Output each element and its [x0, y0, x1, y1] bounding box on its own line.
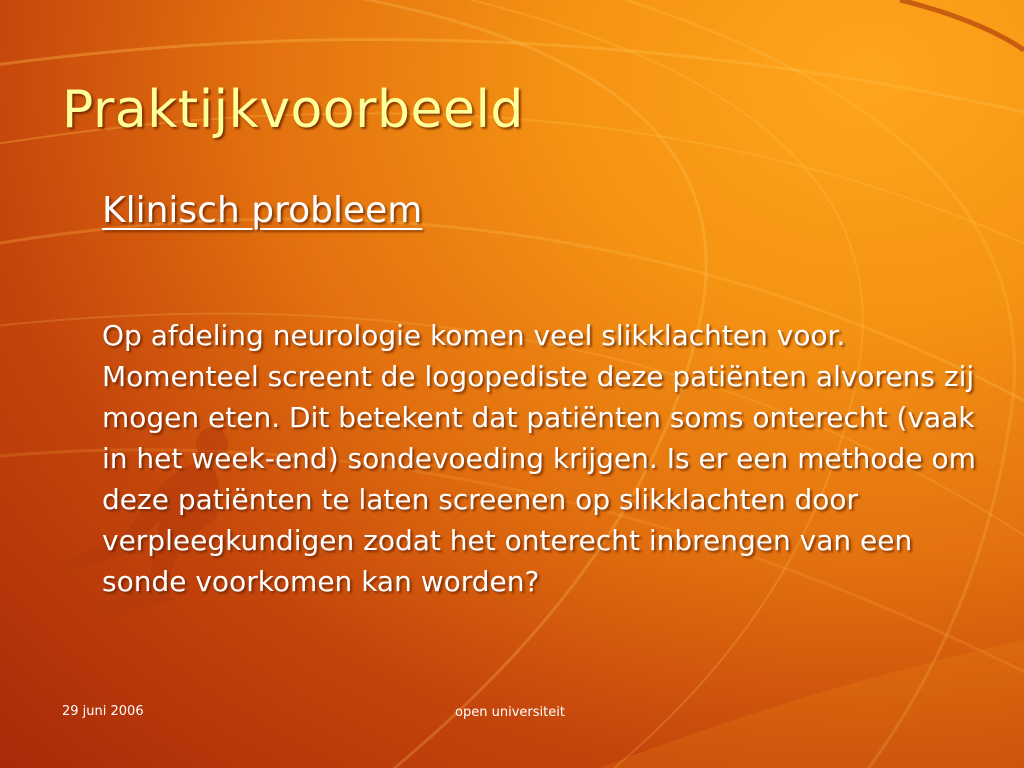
slide-subtitle: Klinisch probleem [102, 190, 423, 231]
slide-title: Praktijkvoorbeeld [62, 80, 524, 140]
slide-body-text: Op afdeling neurologie komen veel slikklachten voor. Momenteel screent de logopediste deze patiënten alvorens zij mogen eten. Dit betekent dat patiënten soms onterecht (vaak in het week-end) sondevoeding krijgen. Is er een methode om deze patiënten te laten screenen op slikklachten door verpleegkundigen zodat het onterecht inbrengen van een sonde voorkomen kan worden? [102, 319, 976, 598]
footer-center-text: open universiteit [455, 705, 565, 720]
footer-date: 29 juni 2006 [62, 704, 144, 719]
